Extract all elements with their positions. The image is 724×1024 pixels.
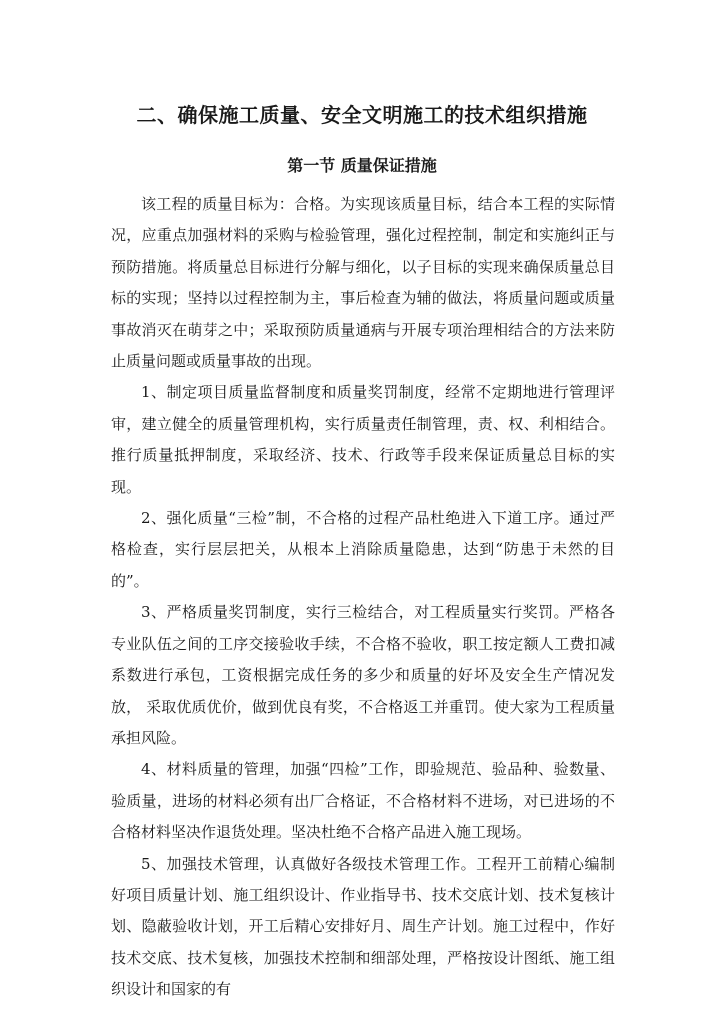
document-title: 二、确保施工质量、安全文明施工的技术组织措施 bbox=[136, 103, 588, 127]
paragraph-item-3: 3、严格质量奖罚制度，实行三检结合，对工程质量实行奖罚。严格各专业队伍之间的工序交接验收手续，不合格不验收，职工按定额人工费扣减系数进行承包，工资根据完成任务的多少和质量的好坏及安全生产情况发放， 采取优质优价，做到优良有奖，不合格返工并重罚。使大家为工程质量承担风险。 bbox=[111, 603, 615, 747]
paragraph-item-5: 5、加强技术管理，认真做好各级技术管理工作。工程开工前精心编制好项目质量计划、施工组织设计、作业指导书、技术交底计划、技术复核计划、隐蔽验收计划，开工后精心安排好月、周生产计划。施工过程中，作好技术交底、技术复核，加强技术控制和细部处理，严格按设计图纸、施工组织设计和国家的有 bbox=[111, 854, 615, 999]
document-body bbox=[111, 189, 615, 1006]
section-title: 第一节 质量保证措施 bbox=[287, 156, 437, 175]
paragraph-intro: 该工程的质量目标为：合格。为实现该质量目标，结合本工程的实际情况，应重点加强材料的采购与检验管理，强化过程控制，制定和实施纠正与预防措施。将质量总目标进行分解与细化，以子目标的实现来确保质量总目标的实现；坚持以过程控制为主，事后检查为辅的做法，将质量问题或质量事故消灭在萌芽之中；采取预防质量通病与开展专项治理相结合的方法来防止质量问题或质量事故的出现。 bbox=[111, 195, 615, 371]
paragraph-item-4: 4、材料质量的管理，加强“四检”工作，即验规范、验品种、验数量、验质量，进场的材料必须有出厂合格证，不合格材料不进场，对已进场的不合格材料坚决作退货处理。坚决杜绝不合格产品进入施工现场。 bbox=[111, 760, 615, 842]
paragraph-item-2: 2、强化质量“三检”制，不合格的过程产品杜绝进入下道工序。通过严格检查，实行层层把关，从根本上消除质量隐患，达到“防患于未然的目的”。 bbox=[111, 509, 615, 590]
paragraph-item-1: 1、制定项目质量监督制度和质量奖罚制度，经常不定期地进行管理评审，建立健全的质量管理机构，实行质量责任制管理，责、权、利相结合。推行质量抵押制度，采取经济、技术、行政等手段来保证质量总目标的实现。 bbox=[111, 383, 615, 496]
